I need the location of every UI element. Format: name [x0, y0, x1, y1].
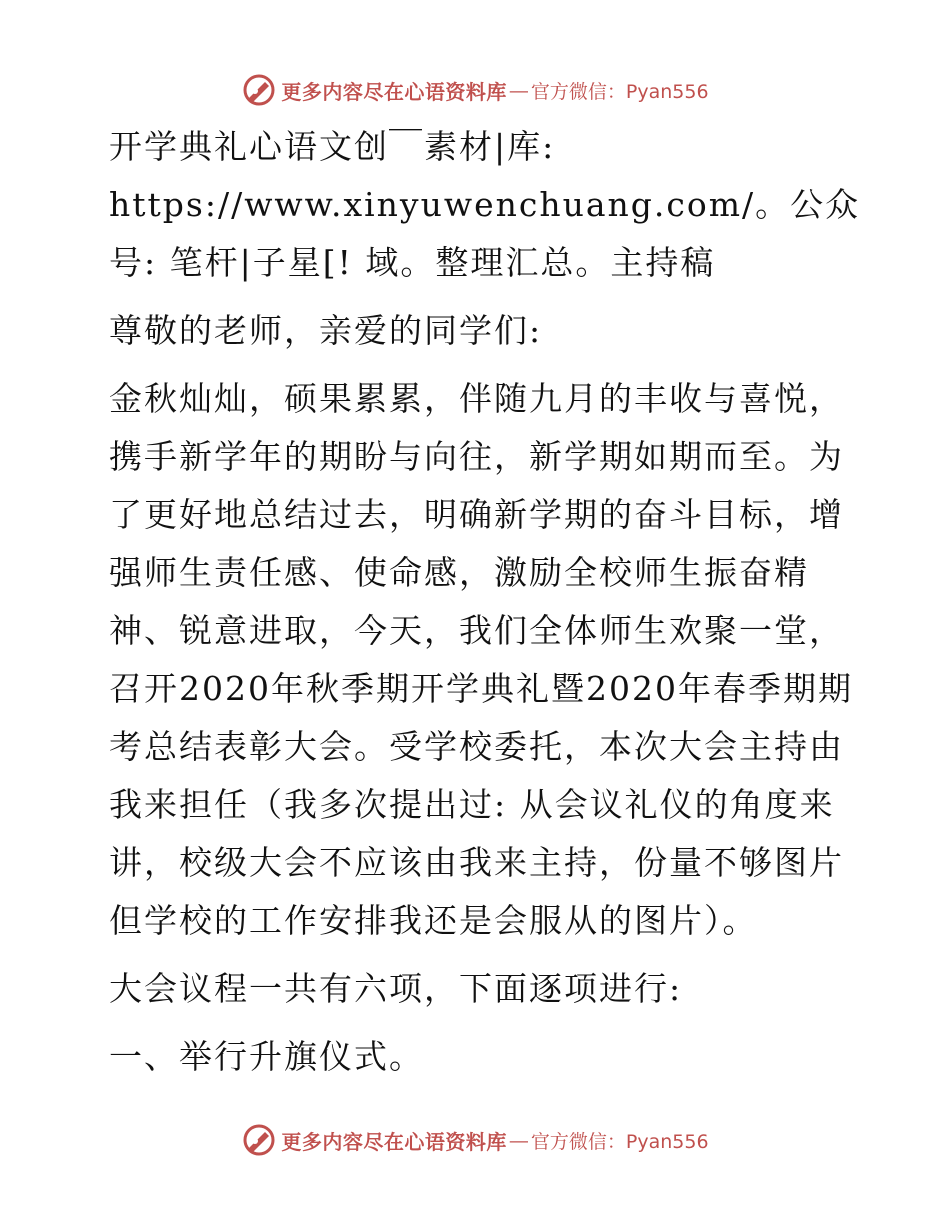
footer-banner — [0, 1120, 950, 1160]
intro-paragraph: 金秋灿灿，硕果累累，伴随九月的丰收与喜悦，携手新学年的期盼与向往，新学期如期而至。为了更好地总结过去，明确新学期的奋斗目标，增强师生责任感、使命感，激励全校师生振奋精神、锐意进取，今天，我们全体师生欢聚一堂，召开2020年秋季期开学典礼暨2020年春季期期考总结表彰大会。受学校委托，本次大会主持由我来担任（我多次提出过: 从会议礼仪的角度来讲，校级大会不应该由我来主持，份量不够图片但学校的工作安排我还是会服从的图片）。 — [109, 379, 853, 940]
banner-dash: — — [508, 1128, 529, 1152]
banner-wechat-text: 官方微信：Pyan556 — [530, 80, 709, 103]
document-body — [97, 118, 867, 1086]
agenda-item-1: 一、举行升旗仪式。 — [109, 1037, 424, 1076]
agenda-paragraph: 大会议程一共有六项，下面逐项进行: — [109, 969, 683, 1008]
pen-logo-icon — [241, 1122, 277, 1158]
header-banner — [0, 70, 950, 110]
greeting-paragraph: 尊敬的老师，亲爱的同学们: — [109, 311, 543, 350]
source-paragraph: 开学典礼心语文创￣素材|库: https://www.xinyuwenchuang.com/。公众号: 笔杆|子星[! 域。整理汇总。主持稿 — [109, 127, 861, 282]
banner-dash: — — [508, 78, 529, 102]
pen-logo-icon — [241, 72, 277, 108]
banner-main-text: 更多内容尽在心语资料库 — [281, 1129, 507, 1154]
banner-main-text: 更多内容尽在心语资料库 — [281, 79, 507, 104]
banner-wechat-text: 官方微信：Pyan556 — [530, 1130, 709, 1153]
